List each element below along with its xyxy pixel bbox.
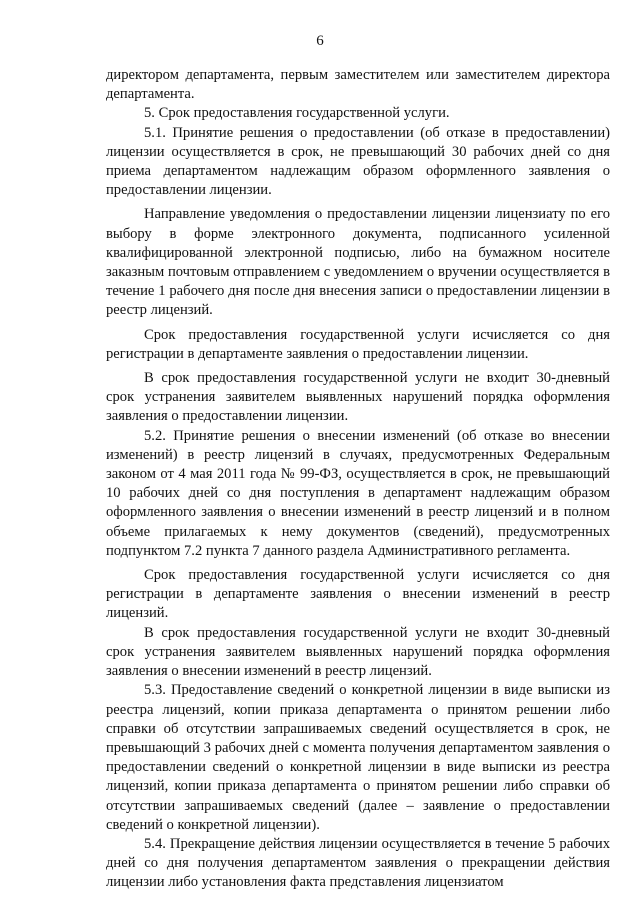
section-heading-5: 5. Срок предоставления государственной услуги.	[144, 105, 450, 122]
paragraph-5-4: 5.4. Прекращение действия лицензии осуществляется в течение 5 рабочих дней со дня получения департаментом заявления о прекращении действия лицензии либо установления факта представления лицензиатом	[106, 835, 610, 891]
paragraph-term-calculation-2: Срок предоставления государственной услуги исчисляется со дня регистрации в департаменте заявления о внесении изменений в реестр лицензий.	[106, 567, 610, 622]
paragraph-notification: Направление уведомления о предоставлении лицензии лицензиату по его выбору в форме электронного документа, подписанного усиленной квалифицированной электронной подписью, либо на бумажном носителе заказным почтовым отправлением с уведомлением о вручении осуществляется в течение 1 рабочего дня после дня внесения записи о предоставлении лицензии в реестр лицензий.	[106, 206, 610, 319]
paragraph-continuation: директором департамента, первым заместителем или заместителем директора департамента.	[106, 67, 610, 103]
paragraph-term-exclusion-2: В срок предоставления государственной услуги не входит 30-дневный срок устранения заявителем выявленных нарушений порядка оформления заявления о внесении изменений в реестр лицензий.	[106, 624, 610, 680]
paragraph-term-exclusion-1: В срок предоставления государственной услуги не входит 30-дневный срок устранения заявителем выявленных нарушений порядка оформления заявления о предоставлении лицензии.	[106, 370, 610, 425]
document-body	[106, 66, 610, 893]
paragraph-5-2: 5.2. Принятие решения о внесении изменений (об отказе во внесении изменений) в реестр лицензий в случаях, предусмотренных Федеральным законом от 4 мая 2011 года № 99-ФЗ, осуществляется в срок, не превышающий 10 рабочих дней со дня поступления в департамент надлежащим образом оформленного заявления о внесении изменений в реестр лицензий и в полном объеме прилагаемых к нему документов (сведений), предусмотренных подпунктом 7.2 пункта 7 данного раздела Административного регламента.	[106, 427, 610, 559]
paragraph-term-calculation-1: Срок предоставления государственной услуги исчисляется со дня регистрации в департаменте заявления о предоставлении лицензии.	[106, 326, 610, 362]
paragraph-5-3: 5.3. Предоставление сведений о конкретной лицензии в виде выписки из реестра лицензий, копии приказа департамента о принятом решении либо справки об отсутствии запрашиваемых сведений осуществляется в срок, не превышающий 3 рабочих дней с момента получения департаментом заявления о предоставлении сведений о конкретной лицензии в виде выписки из реестра лицензий, копии приказа департамента о принятом решении либо справки об отсутствии запрашиваемых сведений (далее – заявление о предоставлении сведений о конкретной лицензии).	[106, 682, 610, 833]
paragraph-5-1: 5.1. Принятие решения о предоставлении (об отказе в предоставлении) лицензии осуществляется в срок, не превышающий 30 рабочих дней со дня приема департаментом надлежащим образом оформленного заявления о предоставлении лицензии.	[106, 124, 610, 199]
page-number: 6	[316, 33, 324, 49]
